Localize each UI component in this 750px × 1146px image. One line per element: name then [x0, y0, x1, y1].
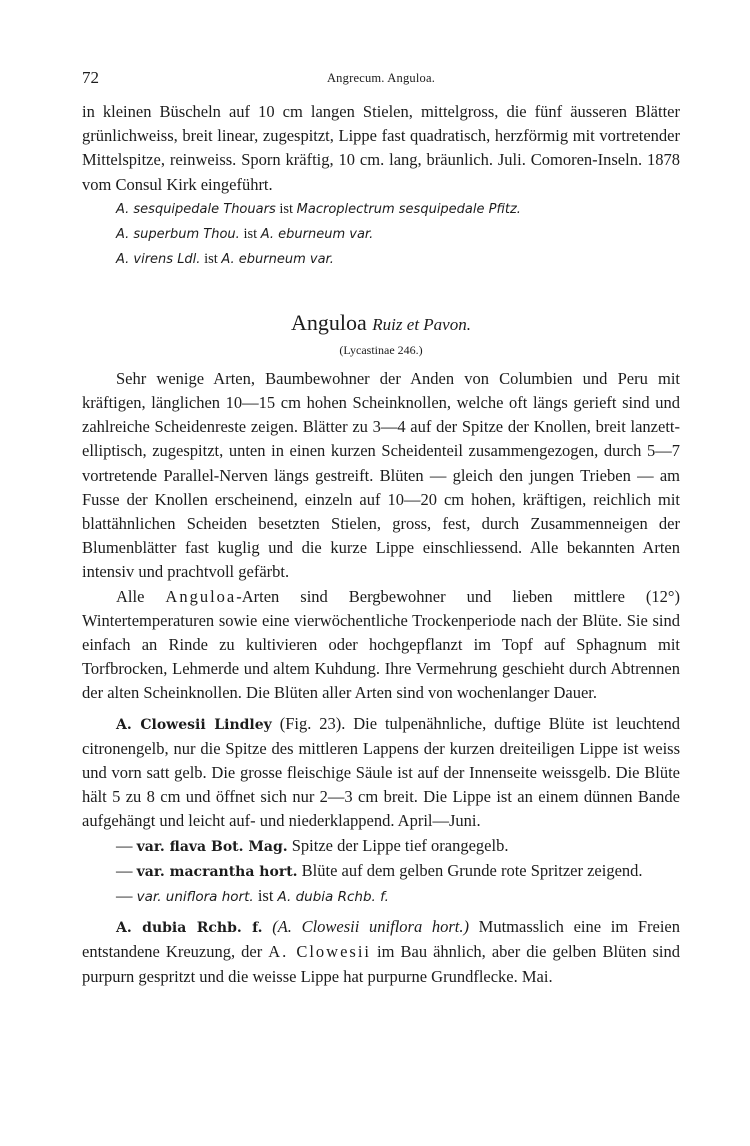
genus-name: Anguloa — [291, 309, 367, 335]
variety-synonym-name: var. uniflora hort. — [136, 889, 254, 906]
genus-spaced: Anguloa — [165, 586, 237, 606]
culture-paragraph — [82, 585, 680, 706]
variety-entry — [82, 834, 680, 859]
synonym-name: A. virens Ldl. — [116, 251, 201, 267]
synonym-target: A. eburneum var. — [221, 251, 334, 267]
variety-text: Spitze der Lippe tief orangegelb. — [291, 835, 509, 855]
intro-paragraph: in kleinen Büscheln auf 10 cm langen Stielen, mittelgross, die fünf äusseren Blätter grünlichweiss, breit linear, zugespitzt, Lippe fast quadratisch, herzförmig mit vortretender Mittelspitze, reinweiss. Sporn kräftig, 10 cm. lang, bräunlich. Juli. Comoren-Inseln. 1878 vom Consul Kirk eingeführt. — [82, 102, 680, 194]
synonym-target: A. eburneum var. — [260, 226, 374, 242]
synonym-link: ist — [279, 200, 294, 217]
culture-lead: Alle — [116, 586, 145, 606]
culture-text: -Arten sind Bergbewohner und lieben mittlere (12°) Wintertemperaturen sowie eine vierwöchentliche Trockenperiode nach der Blüte. Sie sind einfach an Rinde zu kultivieren oder hochgepflanzt im Topf auf Sphagnum mit Torfbrocken, Lehmerde und altem Kuhdung. Ihre Vermehrung geschieht durch Abtrennen der alten Scheinknollen. Die Blüten aller Arten sind von wochenlanger Dauer. — [82, 586, 680, 703]
genus-heading — [82, 309, 680, 339]
variety-name: var. flava Bot. Mag. — [136, 838, 288, 855]
genus-description: Sehr wenige Arten, Baumbewohner der Anden von Columbien und Peru mit kräftigen, länglichen 10—15 cm hohen Scheinknollen, welche oft längs gerieft sind und zahlreiche Scheidenreste zeigen. Blätter zu 3—4 auf der Spitze der Knollen, breit lanzett-elliptisch, zugespitzt, unten in einen kurzen Scheidenteil zusammengezogen, durch 5—7 vortretende Parallel-Nerven längs gestreift. Blüten — gleich den jungen Trieben — am Fusse der Knollen erscheinend, einzeln auf 10—20 cm hohen, kräftigen, reichlich mit blattähnlichen Scheiden besetzten Stielen, gross, fest, durch Zusammenneigen der Blumenblätter fast kuglig und die kurze Lippe einschliessend. Alle bekannten Arten intensiv und prachtvoll gefärbt. — [82, 368, 680, 582]
variety-dash: — — [116, 835, 133, 855]
species-text: (Fig. 23). Die tulpenähnliche, duftige Blüte ist leuchtend citronengelb, nur die Spitze des mittleren Lappens der kurzen dreiteiligen Lippe ist weiss und vorn satt gelb. Die grosse fleischige Säule ist auf der Innenseite weissgelb. Die Blüte hält 5 zu 8 cm und öffnet sich nur 2—3 cm breit. Die Lippe ist an einem dünnen Bande aufgehängt und leicht auf- und niederklappend. April—Juni. — [82, 713, 681, 831]
species-name: A. dubia Rchb. f. — [116, 920, 263, 937]
variety-synonym-target: A. dubia Rchb. f. — [277, 889, 389, 906]
variety-synonym-link: ist — [257, 886, 274, 906]
species-synonym: (A. Clowesii uniflora hort.) — [272, 917, 469, 937]
synonym-name: A. superbum Thou. — [116, 226, 240, 242]
page-header — [82, 68, 680, 90]
synonym-line — [116, 247, 680, 272]
synonym-line — [116, 222, 680, 247]
page-body — [82, 100, 680, 989]
species-name: A. Clowesii Lindley — [116, 716, 272, 733]
variety-entry — [82, 859, 680, 884]
page-number: 72 — [82, 68, 99, 87]
synonym-line — [116, 197, 680, 222]
genus-authors: Ruiz et Pavon. — [372, 314, 471, 334]
variety-synonym-entry — [82, 884, 680, 909]
variety-text: Blüte auf dem gelben Grunde rote Spritzer zeigend. — [301, 860, 643, 880]
species-entry — [82, 712, 680, 834]
species-spaced-name: A. Clowesii — [268, 942, 371, 962]
species-text-end: im Bau ähnlich, aber die gelben Blüten sind purpurn gespritzt und die weisse Lippe hat purpurne Grundflecke. Mai. — [82, 942, 681, 986]
running-head: Angrecum. Anguloa. — [326, 71, 436, 85]
synonym-target: Macroplectrum sesquipedale Pfitz. — [296, 201, 521, 217]
synonym-name: A. sesquipedale Thouars — [116, 201, 276, 217]
variety-dash: — — [116, 886, 133, 906]
species-entry — [82, 915, 680, 989]
synonym-link: ist — [204, 250, 218, 267]
synonym-link: ist — [243, 225, 258, 242]
genus-tribe: (Lycastinae 246.) — [339, 342, 423, 357]
variety-dash: — — [116, 860, 133, 880]
variety-name: var. macrantha hort. — [136, 863, 298, 880]
species-text: Mutmasslich eine im Freien entstandene Kreuzung, der — [82, 917, 680, 962]
